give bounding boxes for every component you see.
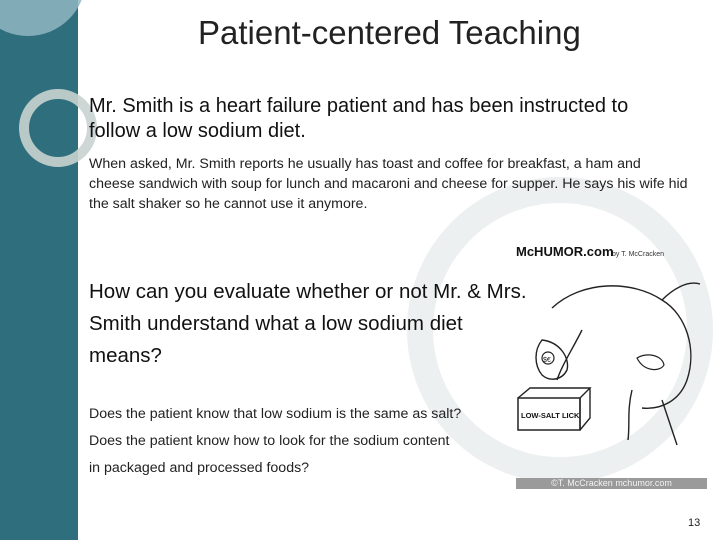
sub-points	[89, 401, 529, 482]
svg-text:$€: $€	[543, 357, 551, 364]
sub-point: Does the patient know that low sodium is the same as salt?	[89, 406, 462, 422]
sub-point: Does the patient know how to look for the sodium content	[89, 433, 450, 449]
patient-details: When asked, Mr. Smith reports he usually has toast and coffee for breakfast, a ham and cheese sandwich with soup for lunch and macaroni and cheese for supper. He says his wife hid the salt shaker so he cannot use it anymore.	[89, 156, 688, 212]
sub-point: in packaged and processed foods?	[89, 460, 310, 476]
sidebar-band	[0, 0, 78, 540]
cartoon-brand: McHUMOR.com	[516, 244, 614, 259]
intro-text: Mr. Smith is a heart failure patient and has been instructed to follow a low sodium diet.	[89, 95, 629, 142]
cartoon-credit: ©T. McCracken mchumor.com	[516, 478, 707, 489]
question-text: How can you evaluate whether or not Mr. & Mrs. Smith understand what a low sodium diet means?	[89, 280, 527, 367]
slide-title: Patient-centered Teaching	[198, 14, 581, 51]
cartoon-byline: by T. McCracken	[612, 251, 664, 258]
page-number: 13	[688, 517, 701, 529]
cow-illustration	[512, 240, 714, 490]
salt-lick-sign: LOW-SALT LICK	[521, 411, 580, 420]
